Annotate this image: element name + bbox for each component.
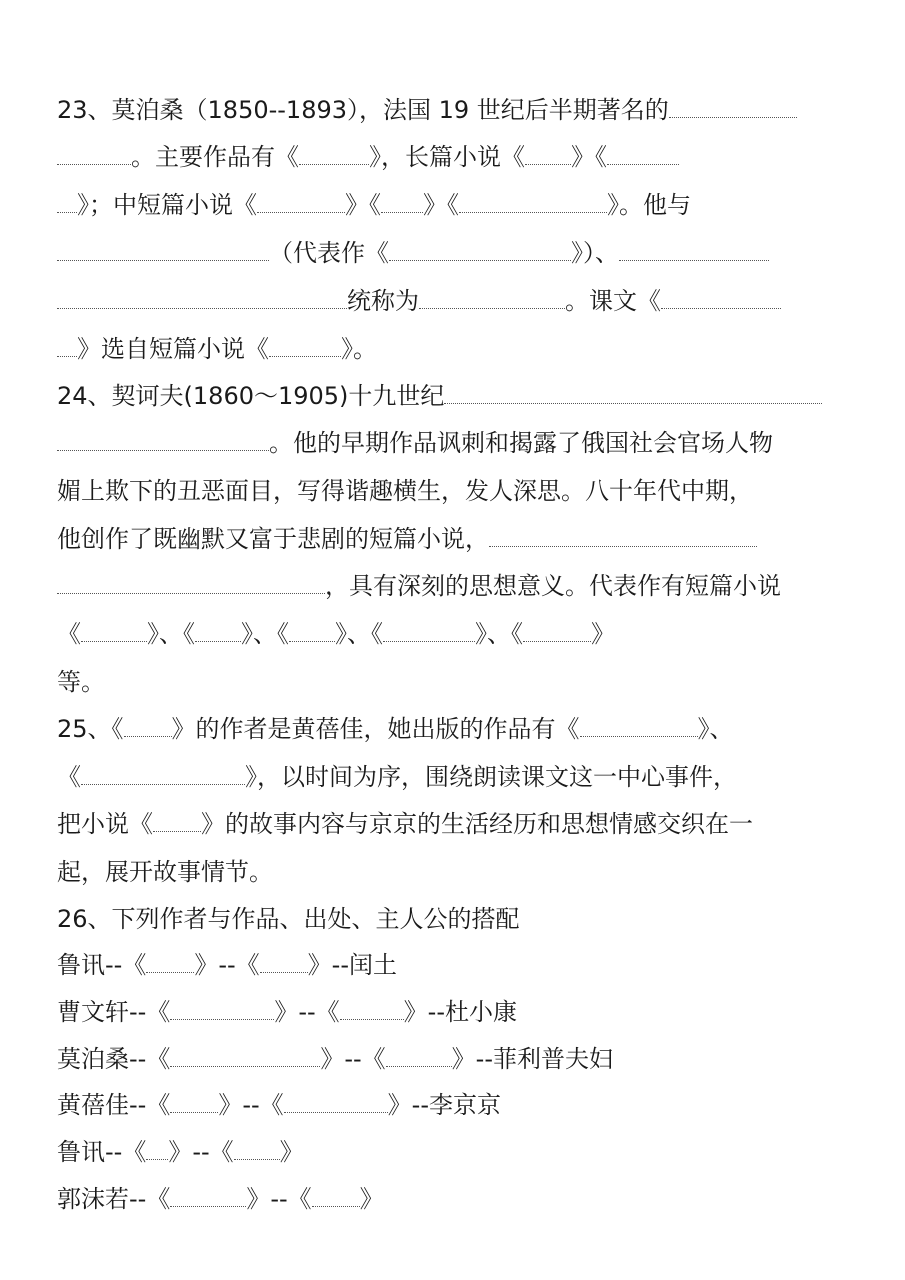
q23-line-2	[57, 140, 829, 174]
answer-blank[interactable]	[419, 290, 565, 309]
answer-blank[interactable]	[57, 432, 269, 451]
separator-text: 》--《	[274, 998, 340, 1026]
protagonist-text: 》	[279, 1138, 304, 1166]
q26-row	[57, 1182, 829, 1216]
q23-line-4	[57, 236, 829, 270]
author-text: 曹文轩--《	[57, 998, 171, 1026]
separator-text: 》--《	[246, 1185, 312, 1213]
q25-text: 》、	[697, 715, 734, 743]
q24-text: 媚上欺下的丑恶面目，写得谐趣横生，发人深思。八十年代中期，	[57, 477, 753, 505]
q24-text: 》、《	[147, 620, 195, 648]
q24-text: 》、《	[241, 620, 289, 648]
answer-blank[interactable]	[81, 623, 147, 642]
q25-text: 》的故事内容与京京的生活经历和思想情感交织在一	[201, 810, 753, 838]
answer-blank[interactable]	[619, 242, 769, 261]
protagonist-text: 》	[359, 1185, 384, 1213]
q24-line-7	[57, 665, 829, 699]
q26-row	[57, 1042, 829, 1076]
answer-blank[interactable]	[153, 813, 201, 832]
q25-line-4	[57, 855, 829, 889]
q23-text: 》）、	[571, 239, 619, 267]
answer-blank[interactable]	[57, 290, 347, 309]
answer-blank[interactable]	[195, 623, 241, 642]
answer-blank[interactable]	[57, 242, 269, 261]
q23-line-3	[57, 188, 829, 222]
q23-text: 。主要作品有《	[131, 143, 299, 171]
answer-blank[interactable]	[381, 194, 423, 213]
q24-line-5	[57, 569, 829, 603]
answer-blank[interactable]	[170, 1188, 246, 1207]
q24-text: 。他的早期作品讽刺和揭露了俄国社会官场人物	[269, 429, 773, 457]
answer-blank[interactable]	[284, 1094, 388, 1113]
answer-blank[interactable]	[257, 194, 345, 213]
answer-blank[interactable]	[299, 146, 369, 165]
answer-blank[interactable]	[444, 385, 822, 404]
answer-blank[interactable]	[383, 623, 475, 642]
q25-line-3	[57, 807, 829, 841]
q24-text: 24、契诃夫(1860～1905)十九世纪	[57, 382, 445, 410]
answer-blank[interactable]	[260, 954, 308, 973]
answer-blank[interactable]	[525, 146, 571, 165]
answer-blank[interactable]	[489, 528, 757, 547]
q23-line-5	[57, 284, 829, 318]
q24-line-3	[57, 474, 829, 508]
q25-text: 25、《	[57, 715, 124, 743]
q23-text: 》，长篇小说《	[369, 143, 525, 171]
answer-blank[interactable]	[523, 623, 591, 642]
answer-blank[interactable]	[386, 1048, 452, 1067]
answer-blank[interactable]	[57, 194, 77, 213]
q24-text: 》、《	[335, 620, 383, 648]
q24-text: ，具有深刻的思想意义。代表作有短篇小说	[325, 572, 781, 600]
answer-blank[interactable]	[269, 338, 341, 357]
separator-text: 》--《	[218, 1091, 284, 1119]
q25-line-1	[57, 712, 829, 746]
q26-row	[57, 1135, 829, 1169]
answer-blank[interactable]	[81, 766, 245, 785]
q24-text: 他创作了既幽默又富于悲剧的短篇小说，	[57, 525, 489, 553]
q23-line-1	[57, 93, 829, 127]
q26-title	[57, 902, 829, 936]
q23-text: 。课文《	[565, 287, 661, 315]
q25-text: 》的作者是黄蓓佳，她出版的作品有《	[171, 715, 580, 743]
q26-text: 26、下列作者与作品、出处、主人公的搭配	[57, 905, 520, 933]
q23-text: 》；中短篇小说《	[77, 191, 257, 219]
q23-line-6	[57, 332, 829, 366]
separator-text: 》--《	[194, 951, 260, 979]
answer-blank[interactable]	[234, 1141, 280, 1160]
answer-blank[interactable]	[607, 146, 679, 165]
answer-blank[interactable]	[669, 99, 797, 118]
q25-text: 》，以时间为序，围绕朗读课文这一中心事件，	[245, 763, 737, 791]
q25-text: 起，展开故事情节。	[57, 858, 273, 886]
author-text: 鲁讯--《	[57, 951, 147, 979]
protagonist-text: 》--闰土	[307, 951, 397, 979]
q24-text: 等。	[57, 668, 105, 696]
answer-blank[interactable]	[580, 718, 698, 737]
q23-text: （代表作《	[269, 239, 389, 267]
q25-line-2	[57, 760, 829, 794]
protagonist-text: 》--李京京	[387, 1091, 501, 1119]
q25-text: 《	[57, 763, 81, 791]
q23-text: 》。他与	[607, 191, 691, 219]
answer-blank[interactable]	[170, 1048, 320, 1067]
answer-blank[interactable]	[57, 575, 325, 594]
separator-text: 》--《	[320, 1045, 386, 1073]
q24-text: 》、《	[475, 620, 523, 648]
protagonist-text: 》--菲利普夫妇	[451, 1045, 613, 1073]
author-text: 黄蓓佳--《	[57, 1091, 171, 1119]
q23-text: 》。	[341, 335, 377, 363]
answer-blank[interactable]	[661, 290, 781, 309]
q23-text: 》《	[345, 191, 381, 219]
answer-blank[interactable]	[170, 1094, 218, 1113]
q26-row	[57, 995, 829, 1029]
q23-text: 》《	[571, 143, 607, 171]
q26-row	[57, 948, 829, 982]
q24-line-4	[57, 522, 829, 556]
q25-text: 把小说《	[57, 810, 153, 838]
author-text: 鲁讯--《	[57, 1138, 147, 1166]
q23-text: 统称为	[347, 287, 419, 315]
answer-blank[interactable]	[389, 242, 571, 261]
answer-blank[interactable]	[312, 1188, 360, 1207]
author-text: 莫泊桑--《	[57, 1045, 171, 1073]
answer-blank[interactable]	[57, 146, 131, 165]
q24-line-6	[57, 617, 829, 651]
answer-blank[interactable]	[459, 194, 607, 213]
answer-blank[interactable]	[170, 1001, 274, 1020]
answer-blank[interactable]	[146, 1141, 168, 1160]
q23-text: 》选自短篇小说《	[77, 335, 269, 363]
answer-blank[interactable]	[289, 623, 335, 642]
answer-blank[interactable]	[124, 718, 172, 737]
q24-line-1	[57, 379, 829, 413]
q24-line-2	[57, 426, 829, 460]
answer-blank[interactable]	[340, 1001, 404, 1020]
q24-text: 》	[591, 620, 615, 648]
answer-blank[interactable]	[146, 954, 194, 973]
q24-text: 《	[57, 620, 81, 648]
q23-text: 》《	[423, 191, 459, 219]
q26-row	[57, 1088, 829, 1122]
q23-text: 23、莫泊桑（1850--1893），法国 19 世纪后半期著名的	[57, 96, 669, 124]
author-text: 郭沫若--《	[57, 1185, 171, 1213]
protagonist-text: 》--杜小康	[403, 998, 517, 1026]
answer-blank[interactable]	[57, 338, 77, 357]
separator-text: 》--《	[168, 1138, 234, 1166]
